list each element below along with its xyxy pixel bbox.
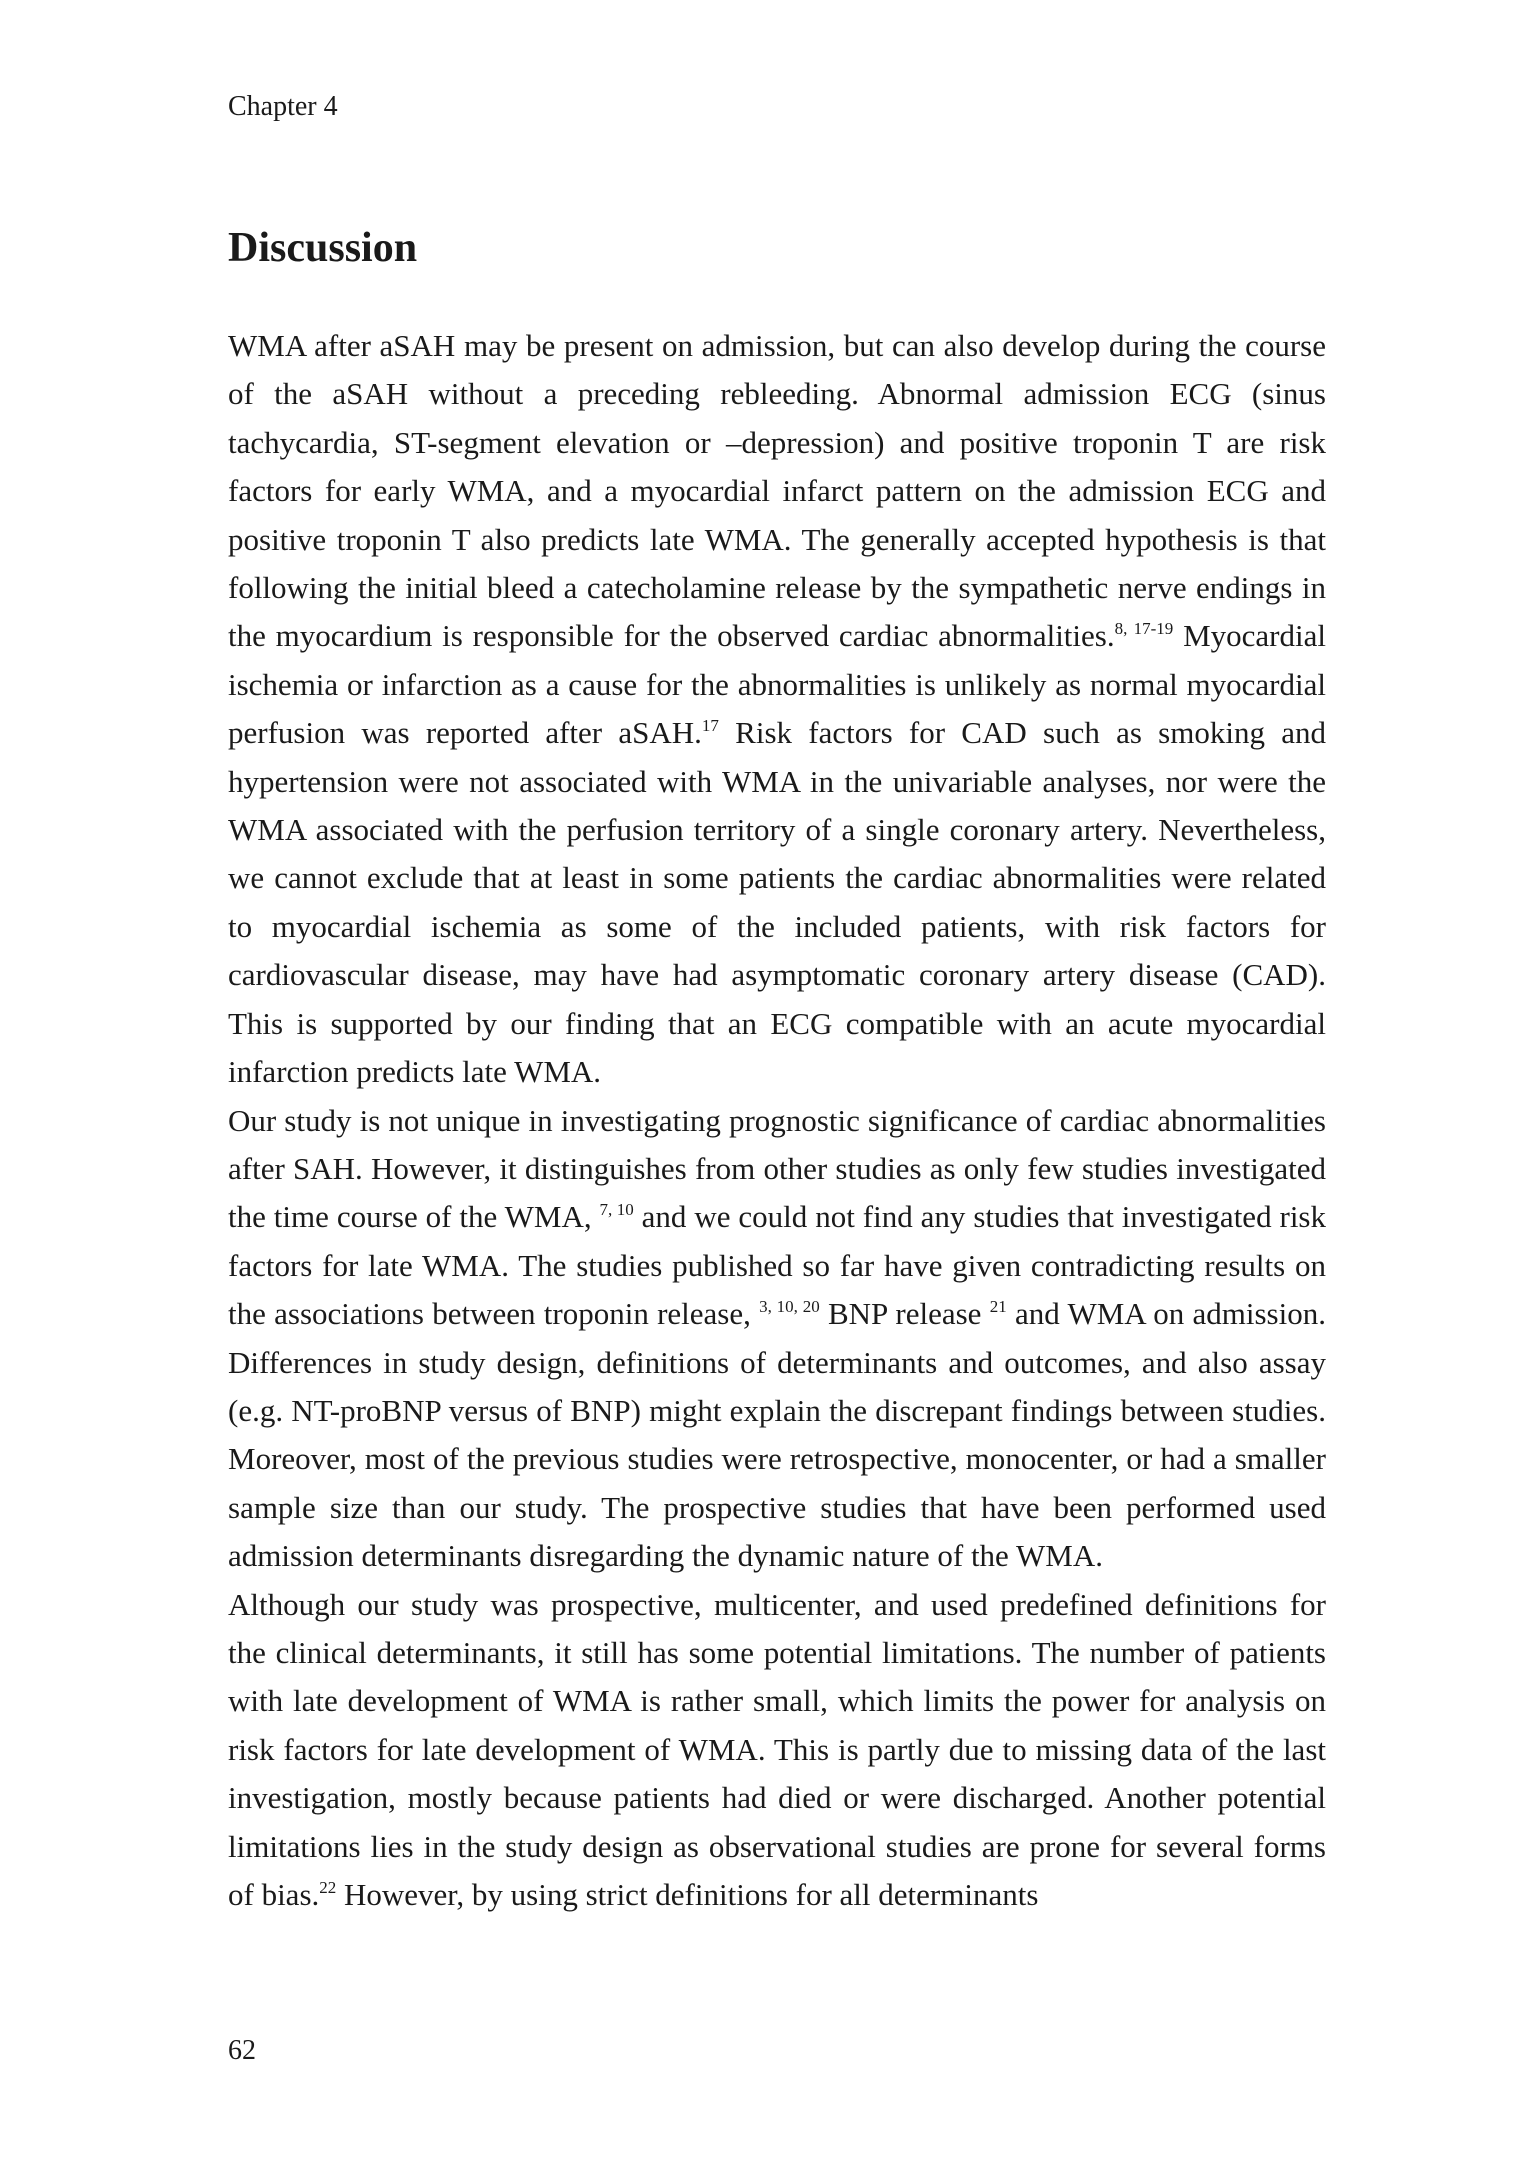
paragraph-text: Although our study was prospective, multicenter, and used predefined definitions for the clinical determinants, it still has some potential limitations. The number of patients with late development of WMA is rather small, which limits the power for analysis on risk factors for late development of WMA. This is partly due to missing data of the last investigation, mostly because patients had died or were discharged. Another potential limitations lies in the study design as observational studies are prone for several forms of bias. [228, 1586, 1326, 1912]
citation-ref: 7, 10 [599, 1200, 634, 1220]
section-heading: Discussion [228, 225, 418, 271]
running-header: Chapter 4 [228, 91, 338, 122]
citation-ref: 8, 17-19 [1114, 619, 1174, 639]
paragraph-text: and WMA on admission. Differences in study design, definitions of determinants and outcomes, and also assay (e.g. NT-proBNP versus of BNP) might explain the discrepant findings between studies. Moreover, most of the previous studies were retrospective, monocenter, or had a smaller sample size than our study. The prospective studies that have been performed used admission determinants disregarding the dynamic nature of the WMA. [228, 1296, 1326, 1574]
paragraph-text: BNP release [819, 1296, 990, 1332]
citation-ref: 21 [989, 1297, 1007, 1317]
citation-ref: 22 [319, 1878, 337, 1897]
page-number: 62 [228, 2035, 256, 2066]
paragraph-text: and we could not find any studies that investigated risk factors for late WMA. The studies published so far have given contradicting results on the associations between troponin release, [228, 1199, 1326, 1332]
paragraph-text: However, by using strict definitions for all determinants [336, 1877, 1039, 1912]
paragraph [228, 1097, 1326, 1581]
paragraph-text: WMA after aSAH may be present on admission, but can also develop during the course of the aSAH without a preceding rebleeding. Abnormal admission ECG (sinus tachycardia, ST-segment elevation or –depression) and positive troponin T are risk factors for early WMA, and a myocardial infarct pattern on the admission ECG and positive troponin T also predicts late WMA. The generally accepted hypothesis is that following the initial bleed a catecholamine release by the sympathetic nerve endings in the myocardium is responsible for the observed cardiac abnormalities. [228, 328, 1326, 654]
citation-ref: 17 [701, 716, 719, 736]
citation-ref: 3, 10, 20 [759, 1297, 820, 1317]
body-text [228, 322, 1326, 1919]
paragraph-text: Myocardial ischemia or infarction as a cause for the abnormalities is unlikely as normal myocardial perfusion was reported after aSAH. [228, 618, 1326, 751]
paragraph-text: Our study is not unique in investigating prognostic significance of cardiac abnormalities after SAH. However, it distinguishes from other studies as only few studies investigated the time course of the WMA, [228, 1102, 1326, 1235]
paragraph-text: Risk factors for CAD such as smoking and hypertension were not associated with WMA in the univariable analyses, nor were the WMA associated with the perfusion territory of a single coronary artery. Nevertheless, we cannot exclude that at least in some patients the cardiac abnormalities were related to myocardial ischemia as some of the included patients, with risk factors for cardiovascular disease, may have had asymptomatic coronary artery disease (CAD). This is supported by our finding that an ECG compatible with an acute myocardial infarction predicts late WMA. [228, 715, 1326, 1090]
paragraph [228, 322, 1326, 1097]
paragraph [228, 1581, 1326, 1920]
